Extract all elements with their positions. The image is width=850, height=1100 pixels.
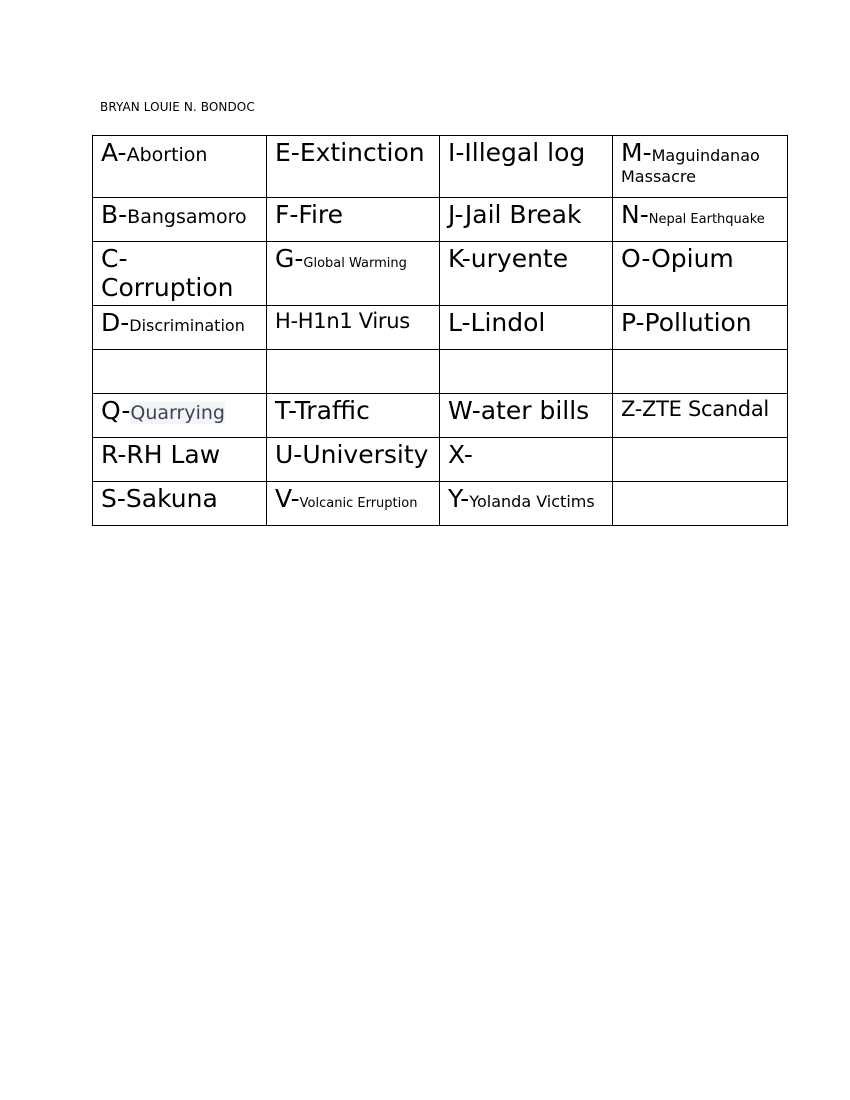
cell-o: O-Opium (613, 242, 788, 306)
cell-d: D-Discrimination (93, 305, 267, 349)
empty-cell (613, 481, 788, 525)
table-row (93, 481, 788, 525)
cell-h: H-H1n1 Virus (267, 305, 440, 349)
table-row-empty (93, 349, 788, 393)
table-row (93, 136, 788, 198)
cell-z: Z-ZTE Scandal (613, 393, 788, 437)
cell-q: Q-Quarrying (93, 393, 267, 437)
cell-s: S-Sakuna (93, 481, 267, 525)
cell-i: I-Illegal log (440, 136, 613, 198)
cell-e: E-Extinction (267, 136, 440, 198)
cell-w: W-ater bills (440, 393, 613, 437)
cell-v: V-Volcanic Erruption (267, 481, 440, 525)
table-row (93, 198, 788, 242)
cell-j: J-Jail Break (440, 198, 613, 242)
cell-g: G-Global Warming (267, 242, 440, 306)
cell-p: P-Pollution (613, 305, 788, 349)
empty-cell (613, 349, 788, 393)
cell-a: A-Abortion (93, 136, 267, 198)
cell-f: F-Fire (267, 198, 440, 242)
table-row (93, 393, 788, 437)
cell-u: U-University (267, 437, 440, 481)
empty-cell (440, 349, 613, 393)
cell-x: X- (440, 437, 613, 481)
table-row (93, 242, 788, 306)
cell-n: N-Nepal Earthquake (613, 198, 788, 242)
empty-cell (267, 349, 440, 393)
empty-cell (93, 349, 267, 393)
cell-m: M-Maguindanao Massacre (613, 136, 788, 198)
table-row (93, 305, 788, 349)
table-row (93, 437, 788, 481)
empty-cell (613, 437, 788, 481)
author-name: BRYAN LOUIE N. BONDOC (100, 100, 255, 114)
cell-t: T-Traffic (267, 393, 440, 437)
cell-r: R-RH Law (93, 437, 267, 481)
cell-k: K-uryente (440, 242, 613, 306)
cell-y: Y-Yolanda Victims (440, 481, 613, 525)
cell-c: C-Corruption (93, 242, 267, 306)
cell-b: B-Bangsamoro (93, 198, 267, 242)
cell-l: L-Lindol (440, 305, 613, 349)
alphabet-table (92, 135, 788, 526)
